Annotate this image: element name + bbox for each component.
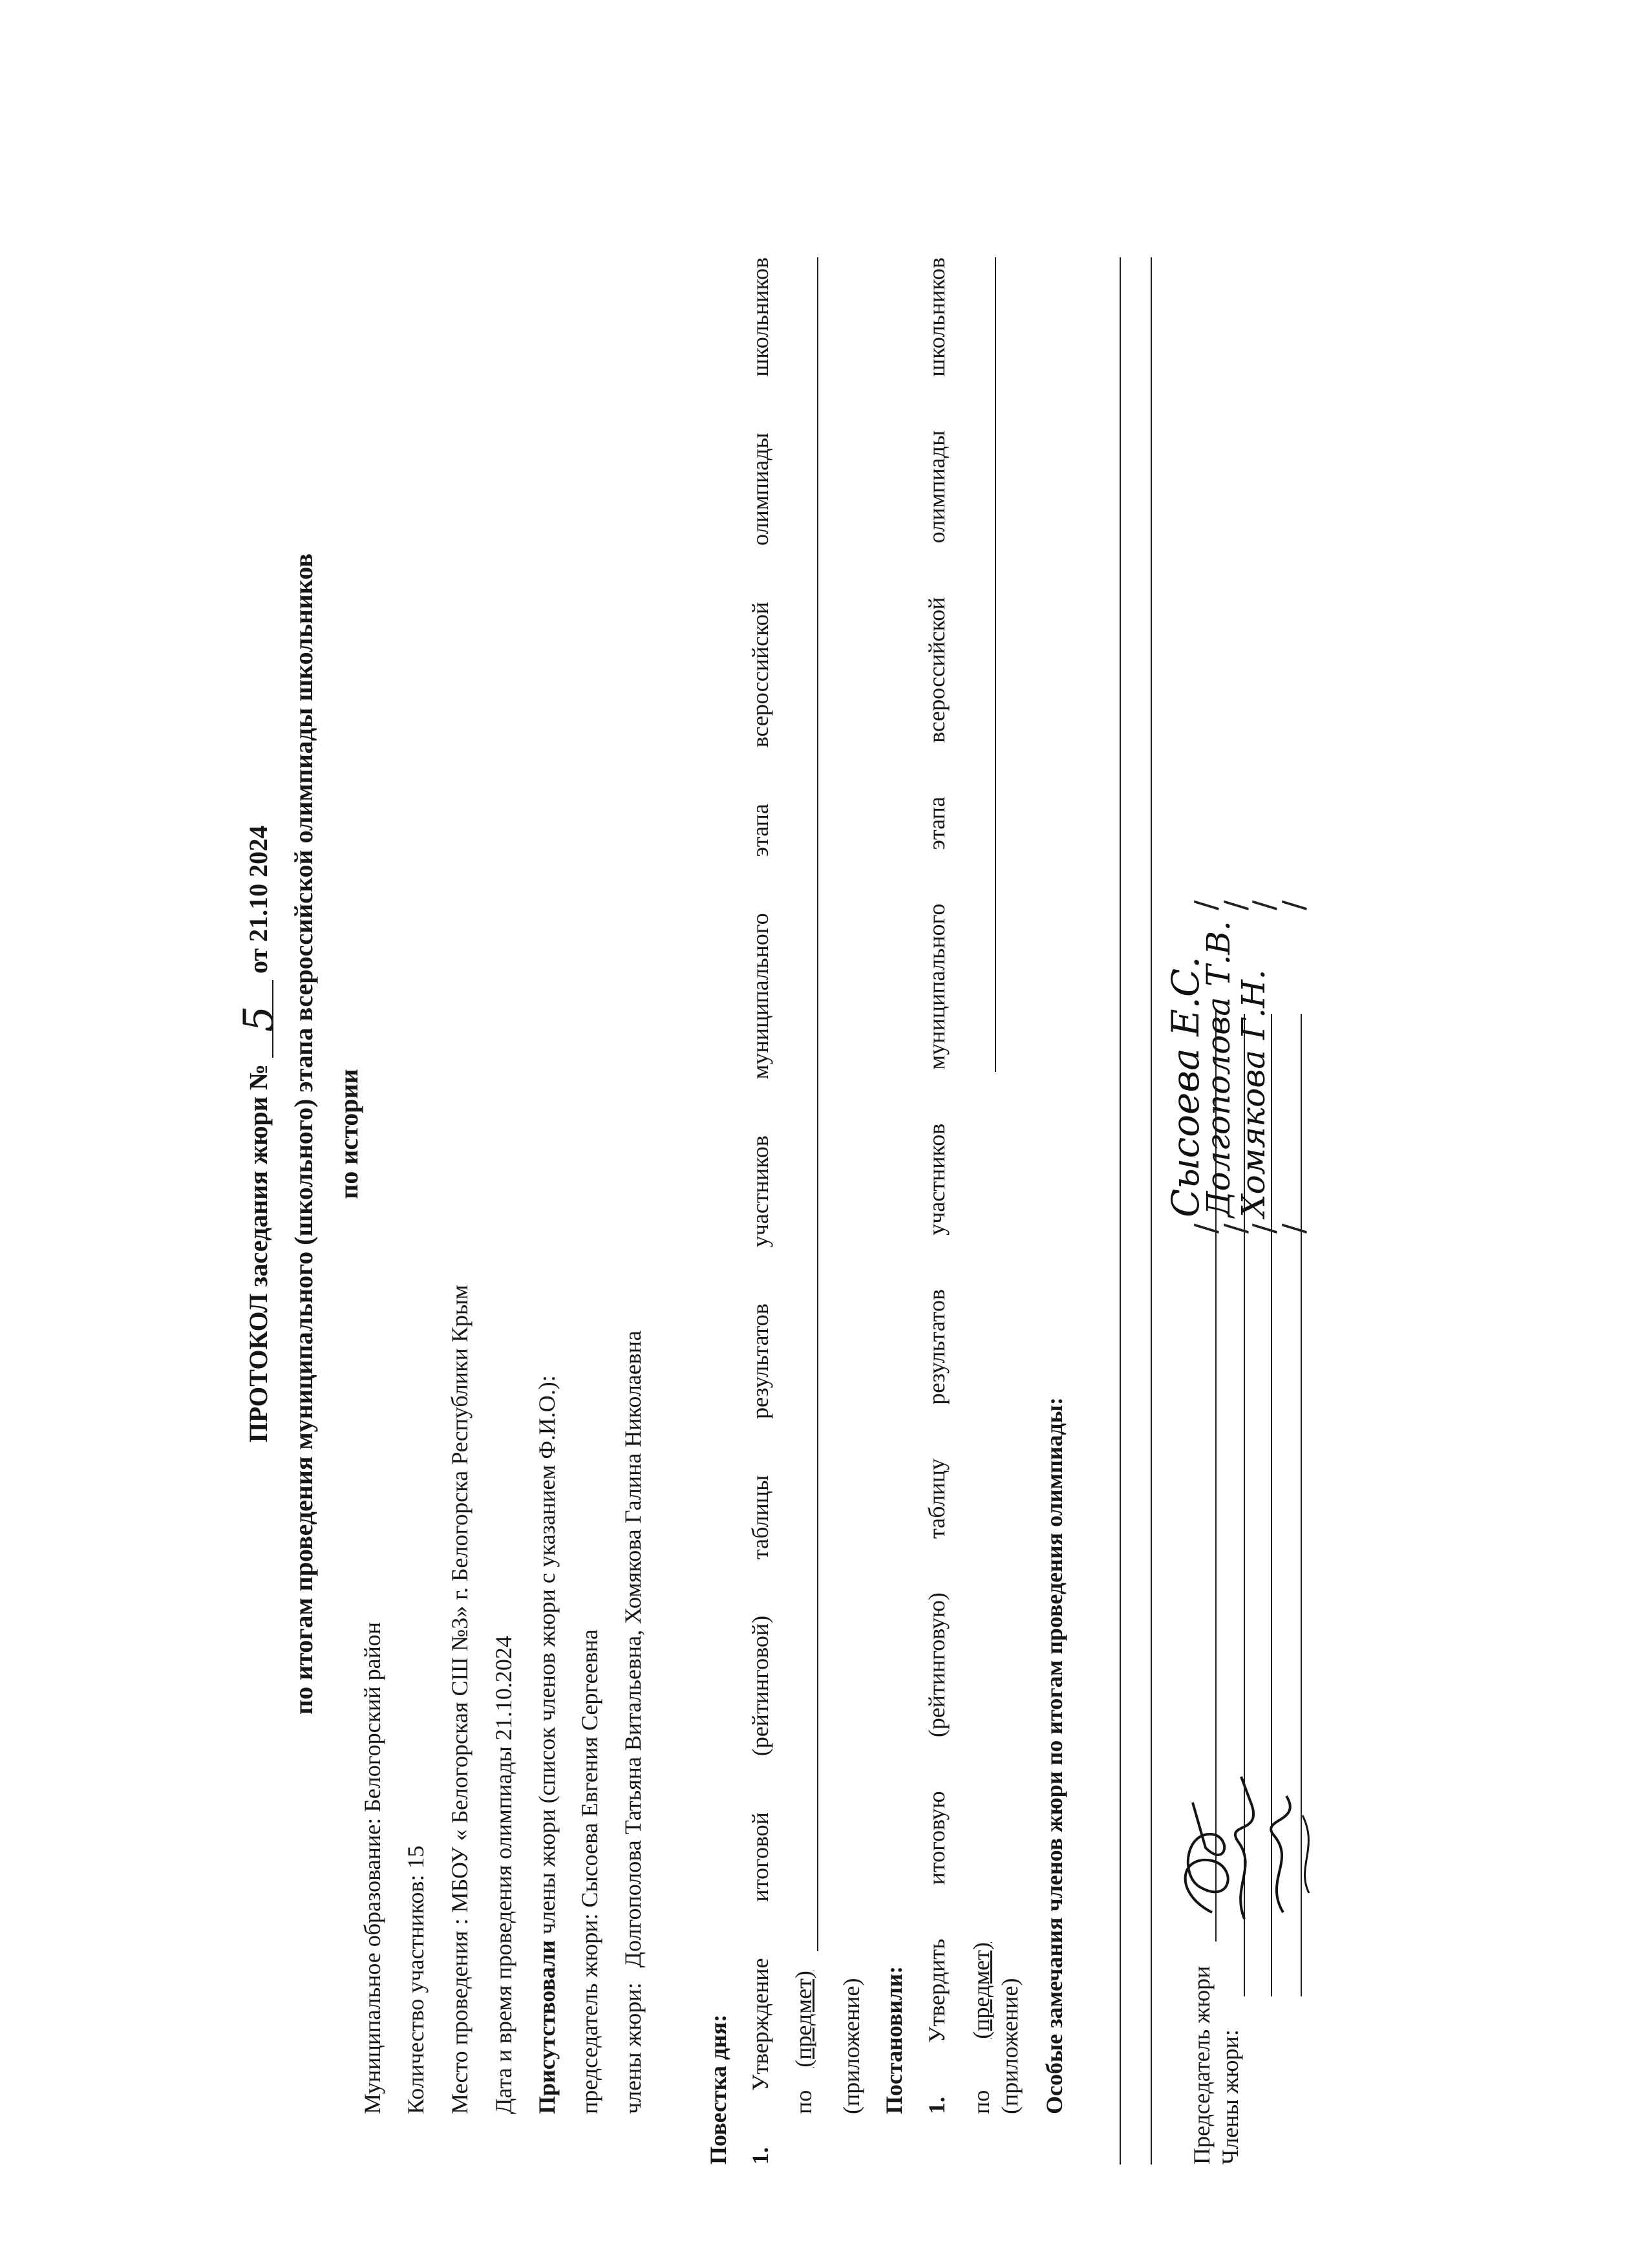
signature-slash: / — [1218, 900, 1253, 910]
protocol-number: 5 — [246, 980, 273, 1058]
attendance-label: Присутствовали — [534, 1940, 560, 2114]
members-signature-label: Члены жюри: — [1217, 2029, 1243, 2165]
signature-slash: / — [1188, 1223, 1223, 1234]
signature-slash: / — [1246, 1223, 1281, 1234]
agenda-subject: (предмет) — [791, 1971, 816, 2068]
protocol-subject: по истории — [334, 1069, 363, 1199]
chair-value: Сысоева Евгения Сергеевна — [577, 1629, 602, 1908]
chair-line: председатель жюри: Сысоева Евгения Сергеевна — [577, 1629, 602, 2114]
protocol-subtitle: по итогам проведения муниципального (школьного) этапа всероссийской олимпиады школьников — [289, 553, 318, 1715]
municipality-value: Белогорский район — [359, 1621, 385, 1812]
participants-line: Количество участников: 15 — [403, 1845, 429, 2114]
protocol-title — [235, 0, 283, 2268]
protocol-prefix: ПРОТОКОЛ заседания жюри № — [244, 1064, 273, 1443]
signature-slash: / — [1246, 900, 1281, 910]
attendance-line: Присутствовали члены жюри (список членов жюри с указанием Ф.И.О.): — [534, 1375, 560, 2114]
participants-value: 15 — [403, 1845, 429, 1869]
resolved-heading: Постановили: — [881, 1965, 907, 2114]
resolved-subject: (предмет) — [968, 1942, 994, 2039]
members-line: члены жюри: Долгополова Татьяна Витальевна, Хомякова Галина Николаевна — [620, 1330, 646, 2114]
handwritten-member2-name: Хомякова Г.Н. — [1235, 969, 1272, 1217]
signature-slash: / — [1276, 1223, 1311, 1234]
handwritten-signature-scribbles — [1134, 1764, 1328, 1932]
signature-slash: / — [1188, 900, 1223, 910]
agenda-item-number: 1. — [747, 2147, 773, 2165]
signature-slash: / — [1218, 1223, 1253, 1234]
resolved-item-number: 1. — [924, 2097, 950, 2114]
protocol-date: 21.10 2024 — [244, 825, 273, 942]
agenda-appendix: (приложение) — [838, 1978, 864, 2114]
chair-signature-label: Председатель жюри — [1189, 1965, 1215, 2165]
municipality-line: Муниципальное образование: Белогорский район — [359, 1621, 385, 2114]
members-value: Долгополова Татьяна Витальевна, Хомякова Галина Николаевна — [620, 1330, 646, 1968]
remarks-rule-1 — [1120, 257, 1121, 2165]
agenda-heading: Повестка дня: — [705, 2014, 731, 2165]
resolved-appendix: (приложение) — [997, 1978, 1023, 2114]
resolved-subject-rule — [995, 257, 996, 1072]
agenda-subject-rule — [817, 257, 818, 1951]
agenda-subject-line: по (предмет) — [791, 1971, 816, 2114]
handwritten-member1-name: Долгополова Т.В. — [1200, 921, 1237, 1217]
datetime-line: Дата и время проведения олимпиады 21.10.2024 — [491, 1636, 516, 2114]
resolved-item-line: 1. Утвердить итоговую (рейтинговую) таблицу результатов участников муниципального этапа всероссийской олимпиады школьников — [924, 257, 950, 2114]
resolved-subject-line: по (предмет) — [968, 1942, 994, 2114]
signature-slash: / — [1276, 900, 1311, 910]
venue-value: МБОУ « Белогорская СШ №3» г. Белогорска Республики Крым — [447, 1285, 473, 1913]
handwritten-chair-name: Сысоева Е.С. — [1164, 956, 1207, 1217]
remarks-heading: Особые замечания членов жюри по итогам проведения олимпиады: — [1041, 1397, 1067, 2114]
agenda-item-line: 1. Утверждение итоговой (рейтинговой) таблицы результатов участников муниципального этапа всероссийской олимпиады школьников — [747, 257, 773, 2165]
venue-line: Место проведения : МБОУ « Белогорская СШ №3» г. Белогорска Республики Крым — [447, 1285, 473, 2114]
date-prefix: от — [244, 948, 273, 974]
datetime-value: 21.10.2024 — [491, 1636, 516, 1741]
